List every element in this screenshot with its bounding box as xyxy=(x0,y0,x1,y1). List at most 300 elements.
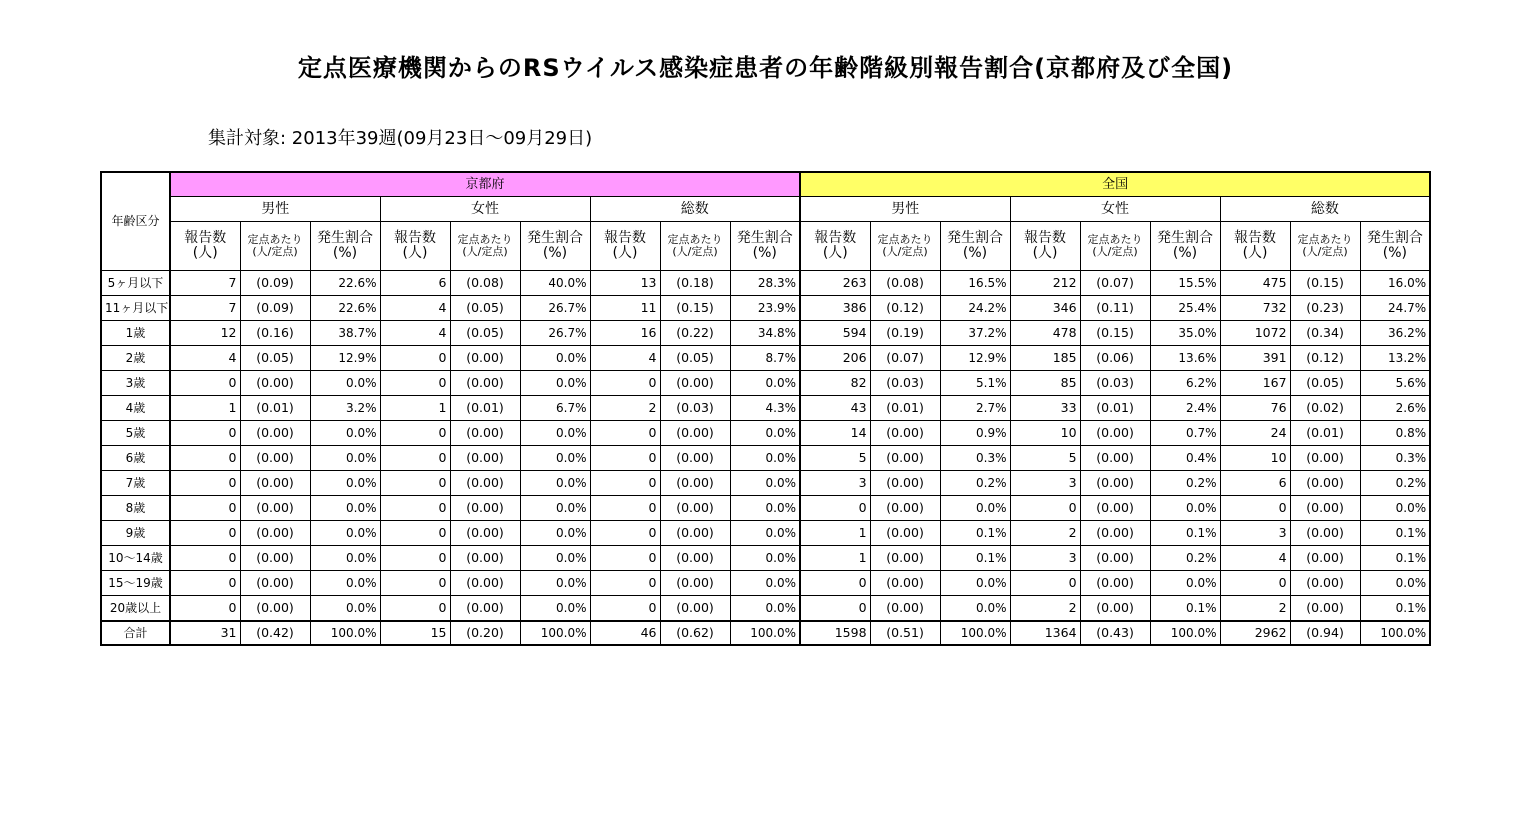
per-site-cell: (0.01) xyxy=(1290,421,1360,446)
group-header: 男性 xyxy=(800,197,1010,222)
age-cell: 20歳以上 xyxy=(101,596,170,622)
group-header: 女性 xyxy=(380,197,590,222)
header-row-columns xyxy=(101,222,1430,271)
per-site-cell: (0.00) xyxy=(660,521,730,546)
per-site-cell: (0.11) xyxy=(1080,296,1150,321)
per-site-cell: (0.05) xyxy=(450,321,520,346)
rate-cell: 16.0% xyxy=(1360,271,1430,296)
rate-column-header-line1: 発生割合 xyxy=(317,230,373,247)
report-count-cell: 10 xyxy=(1220,446,1290,471)
per-site-cell: (0.00) xyxy=(240,521,310,546)
per-site-column-header-line1: 定点あたり xyxy=(247,233,303,247)
per-site-cell: (0.08) xyxy=(450,271,520,296)
report-count-cell: 0 xyxy=(590,596,660,622)
rate-cell: 0.1% xyxy=(1360,546,1430,571)
report-count-cell: 6 xyxy=(1220,471,1290,496)
reports-column-header-line2: (人) xyxy=(402,245,428,261)
per-site-cell: (0.00) xyxy=(450,596,520,622)
report-count-cell: 0 xyxy=(590,421,660,446)
report-count-cell: 0 xyxy=(590,446,660,471)
report-count-cell: 15 xyxy=(380,621,450,645)
table-row xyxy=(101,546,1430,571)
rate-column-header xyxy=(1360,222,1430,271)
per-site-cell: (0.20) xyxy=(450,621,520,645)
per-site-cell: (0.00) xyxy=(450,371,520,396)
report-count-cell: 1 xyxy=(170,396,240,421)
rate-cell: 0.0% xyxy=(310,446,380,471)
reports-column-header-line1: 報告数 xyxy=(1234,230,1277,247)
rate-cell: 0.0% xyxy=(520,471,590,496)
per-site-cell: (0.22) xyxy=(660,321,730,346)
rate-cell: 0.0% xyxy=(1360,496,1430,521)
report-count-cell: 478 xyxy=(1010,321,1080,346)
report-count-cell: 0 xyxy=(800,571,870,596)
per-site-cell: (0.08) xyxy=(870,271,940,296)
rate-cell: 0.0% xyxy=(520,421,590,446)
per-site-column-header-line1: 定点あたり xyxy=(667,233,723,247)
report-count-cell: 1 xyxy=(800,546,870,571)
per-site-column-header xyxy=(1080,222,1150,271)
table-row xyxy=(101,596,1430,622)
age-cell: 合計 xyxy=(101,621,170,645)
rate-cell: 0.0% xyxy=(730,446,800,471)
region-header-national: 全国 xyxy=(800,172,1430,197)
per-site-cell: (0.34) xyxy=(1290,321,1360,346)
per-site-cell: (0.00) xyxy=(240,371,310,396)
report-count-cell: 0 xyxy=(800,496,870,521)
per-site-cell: (0.00) xyxy=(870,446,940,471)
rate-column-header xyxy=(730,222,800,271)
rate-cell: 0.0% xyxy=(730,571,800,596)
rate-cell: 0.0% xyxy=(730,421,800,446)
report-count-cell: 5 xyxy=(1010,446,1080,471)
rate-cell: 26.7% xyxy=(520,296,590,321)
rate-cell: 0.0% xyxy=(730,471,800,496)
report-count-cell: 1 xyxy=(380,396,450,421)
per-site-cell: (0.03) xyxy=(870,371,940,396)
per-site-cell: (0.00) xyxy=(660,371,730,396)
report-count-cell: 0 xyxy=(170,521,240,546)
age-cell: 3歳 xyxy=(101,371,170,396)
per-site-cell: (0.01) xyxy=(1080,396,1150,421)
rate-column-header-line1: 発生割合 xyxy=(527,230,583,247)
report-count-cell: 2 xyxy=(590,396,660,421)
report-count-cell: 0 xyxy=(170,471,240,496)
rate-column-header-line2: (%) xyxy=(752,245,777,261)
per-site-cell: (0.00) xyxy=(240,446,310,471)
per-site-cell: (0.06) xyxy=(1080,346,1150,371)
per-site-cell: (0.00) xyxy=(1290,446,1360,471)
rate-cell: 100.0% xyxy=(520,621,590,645)
report-count-cell: 0 xyxy=(170,596,240,622)
per-site-cell: (0.16) xyxy=(240,321,310,346)
rate-cell: 0.0% xyxy=(310,521,380,546)
per-site-column-header xyxy=(240,222,310,271)
rate-cell: 100.0% xyxy=(940,621,1010,645)
per-site-cell: (0.00) xyxy=(660,571,730,596)
report-count-cell: 263 xyxy=(800,271,870,296)
per-site-cell: (0.00) xyxy=(660,446,730,471)
report-count-cell: 475 xyxy=(1220,271,1290,296)
rate-column-header xyxy=(940,222,1010,271)
table-row xyxy=(101,471,1430,496)
report-count-cell: 3 xyxy=(800,471,870,496)
per-site-cell: (0.62) xyxy=(660,621,730,645)
rate-cell: 36.2% xyxy=(1360,321,1430,346)
rate-cell: 0.0% xyxy=(310,571,380,596)
report-count-cell: 24 xyxy=(1220,421,1290,446)
per-site-cell: (0.00) xyxy=(1290,521,1360,546)
rate-cell: 0.1% xyxy=(1360,596,1430,622)
report-count-cell: 0 xyxy=(380,546,450,571)
per-site-cell: (0.00) xyxy=(1080,521,1150,546)
age-cell: 9歳 xyxy=(101,521,170,546)
rate-cell: 38.7% xyxy=(310,321,380,346)
rate-cell: 0.0% xyxy=(310,471,380,496)
per-site-cell: (0.00) xyxy=(240,546,310,571)
rate-cell: 0.0% xyxy=(730,546,800,571)
per-site-cell: (0.01) xyxy=(240,396,310,421)
table-row xyxy=(101,496,1430,521)
reports-column-header-line2: (人) xyxy=(822,245,848,261)
rate-cell: 0.2% xyxy=(1150,471,1220,496)
per-site-cell: (0.15) xyxy=(660,296,730,321)
report-count-cell: 0 xyxy=(380,496,450,521)
rate-cell: 35.0% xyxy=(1150,321,1220,346)
table-body xyxy=(101,271,1430,646)
per-site-cell: (0.07) xyxy=(870,346,940,371)
rate-cell: 0.2% xyxy=(1360,471,1430,496)
per-site-column-header-line2: (人/定点) xyxy=(1092,245,1138,258)
per-site-cell: (0.00) xyxy=(450,496,520,521)
per-site-cell: (0.09) xyxy=(240,271,310,296)
reports-column-header xyxy=(170,222,240,271)
report-count-cell: 0 xyxy=(380,596,450,622)
per-site-cell: (0.00) xyxy=(1080,421,1150,446)
age-cell: 6歳 xyxy=(101,446,170,471)
reports-column-header-line1: 報告数 xyxy=(604,230,646,247)
per-site-cell: (0.00) xyxy=(450,571,520,596)
rate-cell: 34.8% xyxy=(730,321,800,346)
rate-column-header-line2: (%) xyxy=(1172,245,1198,261)
region-header-kyoto: 京都府 xyxy=(170,172,800,197)
report-count-cell: 0 xyxy=(380,521,450,546)
per-site-column-header-line1: 定点あたり xyxy=(457,233,513,247)
per-site-cell: (0.00) xyxy=(870,421,940,446)
report-count-cell: 386 xyxy=(800,296,870,321)
rate-column-header xyxy=(520,222,590,271)
report-count-cell: 1598 xyxy=(800,621,870,645)
reports-column-header-line1: 報告数 xyxy=(394,230,436,247)
report-count-cell: 0 xyxy=(170,421,240,446)
table-row xyxy=(101,571,1430,596)
per-site-cell: (0.01) xyxy=(870,396,940,421)
per-site-cell: (0.00) xyxy=(1290,496,1360,521)
rate-cell: 0.4% xyxy=(1150,446,1220,471)
reports-column-header-line1: 報告数 xyxy=(184,230,227,247)
reports-column-header-line2: (人) xyxy=(192,245,218,261)
table-row xyxy=(101,271,1430,296)
per-site-cell: (0.00) xyxy=(870,471,940,496)
per-site-cell: (0.05) xyxy=(1290,371,1360,396)
age-cell: 5ヶ月以下 xyxy=(101,271,170,296)
rate-cell: 0.9% xyxy=(940,421,1010,446)
rate-cell: 5.6% xyxy=(1360,371,1430,396)
per-site-cell: (0.23) xyxy=(1290,296,1360,321)
age-cell: 8歳 xyxy=(101,496,170,521)
rate-cell: 13.2% xyxy=(1360,346,1430,371)
per-site-cell: (0.00) xyxy=(240,571,310,596)
rate-cell: 0.0% xyxy=(1360,571,1430,596)
rate-cell: 100.0% xyxy=(1360,621,1430,645)
rate-column-header-line1: 発生割合 xyxy=(736,230,793,247)
rate-cell: 22.6% xyxy=(310,271,380,296)
rate-cell: 0.0% xyxy=(520,346,590,371)
rate-cell: 0.1% xyxy=(940,546,1010,571)
rate-cell: 37.2% xyxy=(940,321,1010,346)
rate-cell: 16.5% xyxy=(940,271,1010,296)
table-header xyxy=(101,172,1430,271)
group-header: 総数 xyxy=(1220,197,1430,222)
group-header: 男性 xyxy=(170,197,380,222)
report-count-cell: 31 xyxy=(170,621,240,645)
per-site-column-header-line2: (人/定点) xyxy=(252,245,298,258)
reports-column-header xyxy=(1010,222,1080,271)
report-count-cell: 1072 xyxy=(1220,321,1290,346)
report-count-cell: 594 xyxy=(800,321,870,346)
per-site-cell: (0.43) xyxy=(1080,621,1150,645)
rate-cell: 0.0% xyxy=(1150,496,1220,521)
report-count-cell: 0 xyxy=(380,446,450,471)
report-count-cell: 185 xyxy=(1010,346,1080,371)
per-site-cell: (0.00) xyxy=(870,571,940,596)
rate-cell: 28.3% xyxy=(730,271,800,296)
report-count-cell: 16 xyxy=(590,321,660,346)
per-site-cell: (0.19) xyxy=(870,321,940,346)
report-count-cell: 13 xyxy=(590,271,660,296)
rate-cell: 2.6% xyxy=(1360,396,1430,421)
reports-column-header xyxy=(1220,222,1290,271)
rate-cell: 0.3% xyxy=(940,446,1010,471)
report-count-cell: 11 xyxy=(590,296,660,321)
rate-cell: 12.9% xyxy=(310,346,380,371)
header-row-group xyxy=(101,197,1430,222)
report-count-cell: 391 xyxy=(1220,346,1290,371)
report-count-cell: 14 xyxy=(800,421,870,446)
report-count-cell: 2 xyxy=(1220,596,1290,622)
rate-column-header xyxy=(1150,222,1220,271)
report-count-cell: 85 xyxy=(1010,371,1080,396)
age-cell: 11ヶ月以下 xyxy=(101,296,170,321)
report-count-cell: 0 xyxy=(170,546,240,571)
report-count-cell: 0 xyxy=(590,471,660,496)
per-site-column-header xyxy=(660,222,730,271)
per-site-column-header xyxy=(870,222,940,271)
rate-cell: 0.0% xyxy=(520,496,590,521)
reports-column-header-line2: (人) xyxy=(612,245,638,261)
per-site-cell: (0.12) xyxy=(1290,346,1360,371)
per-site-cell: (0.18) xyxy=(660,271,730,296)
age-distribution-table xyxy=(100,171,1431,646)
report-count-cell: 0 xyxy=(590,521,660,546)
report-count-cell: 2 xyxy=(1010,596,1080,622)
group-header: 女性 xyxy=(1010,197,1220,222)
rate-cell: 15.5% xyxy=(1150,271,1220,296)
rate-cell: 0.0% xyxy=(730,521,800,546)
age-cell: 7歳 xyxy=(101,471,170,496)
report-count-cell: 0 xyxy=(1220,496,1290,521)
per-site-cell: (0.05) xyxy=(660,346,730,371)
rate-cell: 6.2% xyxy=(1150,371,1220,396)
total-row xyxy=(101,621,1430,645)
per-site-cell: (0.00) xyxy=(660,546,730,571)
rate-cell: 0.1% xyxy=(1360,521,1430,546)
rate-column-header-line2: (%) xyxy=(332,245,358,261)
reports-column-header-line1: 報告数 xyxy=(814,230,857,247)
report-count-cell: 7 xyxy=(170,296,240,321)
per-site-cell: (0.00) xyxy=(1080,596,1150,622)
rate-cell: 0.3% xyxy=(1360,446,1430,471)
rate-cell: 24.7% xyxy=(1360,296,1430,321)
rate-cell: 6.7% xyxy=(520,396,590,421)
rate-cell: 0.0% xyxy=(520,546,590,571)
report-count-cell: 5 xyxy=(800,446,870,471)
rate-cell: 0.1% xyxy=(940,521,1010,546)
report-count-cell: 0 xyxy=(590,546,660,571)
per-site-cell: (0.00) xyxy=(450,521,520,546)
report-count-cell: 4 xyxy=(170,346,240,371)
per-site-column-header xyxy=(450,222,520,271)
rate-cell: 26.7% xyxy=(520,321,590,346)
per-site-column-header-line2: (人/定点) xyxy=(672,245,718,258)
report-count-cell: 0 xyxy=(1010,496,1080,521)
rate-column-header-line2: (%) xyxy=(1382,245,1407,261)
rate-cell: 40.0% xyxy=(520,271,590,296)
per-site-cell: (0.00) xyxy=(450,346,520,371)
rate-cell: 25.4% xyxy=(1150,296,1220,321)
report-count-cell: 33 xyxy=(1010,396,1080,421)
rate-column-header-line2: (%) xyxy=(962,245,988,261)
report-count-cell: 0 xyxy=(1010,571,1080,596)
rate-cell: 0.2% xyxy=(940,471,1010,496)
table-row xyxy=(101,521,1430,546)
per-site-cell: (0.00) xyxy=(870,496,940,521)
rate-cell: 0.0% xyxy=(310,371,380,396)
rate-cell: 100.0% xyxy=(730,621,800,645)
rate-cell: 100.0% xyxy=(1150,621,1220,645)
report-count-cell: 346 xyxy=(1010,296,1080,321)
rate-cell: 23.9% xyxy=(730,296,800,321)
age-cell: 10～14歳 xyxy=(101,546,170,571)
report-count-cell: 3 xyxy=(1220,521,1290,546)
report-count-cell: 206 xyxy=(800,346,870,371)
report-count-cell: 0 xyxy=(590,571,660,596)
rate-cell: 0.0% xyxy=(520,596,590,622)
report-count-cell: 10 xyxy=(1010,421,1080,446)
rate-cell: 2.4% xyxy=(1150,396,1220,421)
per-site-cell: (0.05) xyxy=(240,346,310,371)
report-count-cell: 4 xyxy=(590,346,660,371)
per-site-cell: (0.00) xyxy=(870,521,940,546)
report-count-cell: 2 xyxy=(1010,521,1080,546)
rate-cell: 24.2% xyxy=(940,296,1010,321)
per-site-cell: (0.09) xyxy=(240,296,310,321)
report-count-cell: 0 xyxy=(380,571,450,596)
report-count-cell: 6 xyxy=(380,271,450,296)
reports-column-header-line1: 報告数 xyxy=(1024,230,1067,247)
rate-cell: 22.6% xyxy=(310,296,380,321)
per-site-cell: (0.15) xyxy=(1080,321,1150,346)
per-site-cell: (0.94) xyxy=(1290,621,1360,645)
per-site-cell: (0.00) xyxy=(1290,546,1360,571)
report-count-cell: 0 xyxy=(590,371,660,396)
per-site-cell: (0.15) xyxy=(1290,271,1360,296)
age-column-header: 年齢区分 xyxy=(101,172,170,271)
rate-cell: 0.0% xyxy=(730,496,800,521)
reports-column-header-line2: (人) xyxy=(1032,245,1058,261)
per-site-column-header-line1: 定点あたり xyxy=(1297,233,1353,247)
rate-cell: 0.0% xyxy=(940,596,1010,622)
report-count-cell: 76 xyxy=(1220,396,1290,421)
rate-cell: 0.0% xyxy=(310,596,380,622)
table-row xyxy=(101,371,1430,396)
rate-cell: 0.0% xyxy=(520,446,590,471)
report-count-cell: 82 xyxy=(800,371,870,396)
report-count-cell: 12 xyxy=(170,321,240,346)
period-label: 集計対象: 2013年39週(09月23日～09月29日) xyxy=(208,128,593,149)
per-site-cell: (0.00) xyxy=(450,446,520,471)
per-site-column-header-line2: (人/定点) xyxy=(882,245,928,258)
header-row-region xyxy=(101,172,1430,197)
report-count-cell: 1 xyxy=(800,521,870,546)
per-site-cell: (0.00) xyxy=(1290,471,1360,496)
report-count-cell: 4 xyxy=(1220,546,1290,571)
per-site-column-header-line2: (人/定点) xyxy=(462,245,508,258)
report-count-cell: 0 xyxy=(1220,571,1290,596)
per-site-cell: (0.00) xyxy=(1080,471,1150,496)
reports-column-header xyxy=(800,222,870,271)
rate-cell: 0.0% xyxy=(940,496,1010,521)
per-site-cell: (0.00) xyxy=(450,471,520,496)
per-site-cell: (0.00) xyxy=(450,546,520,571)
per-site-cell: (0.12) xyxy=(870,296,940,321)
per-site-cell: (0.00) xyxy=(660,496,730,521)
report-count-cell: 0 xyxy=(170,371,240,396)
report-count-cell: 212 xyxy=(1010,271,1080,296)
per-site-column-header xyxy=(1290,222,1360,271)
report-count-cell: 3 xyxy=(1010,546,1080,571)
per-site-cell: (0.00) xyxy=(1080,496,1150,521)
rate-column-header xyxy=(310,222,380,271)
rate-cell: 0.0% xyxy=(310,496,380,521)
rate-cell: 0.2% xyxy=(1150,546,1220,571)
per-site-cell: (0.01) xyxy=(450,396,520,421)
per-site-cell: (0.00) xyxy=(1290,571,1360,596)
report-count-cell: 0 xyxy=(380,346,450,371)
rate-cell: 0.0% xyxy=(730,596,800,622)
report-count-cell: 0 xyxy=(170,571,240,596)
page-title: 定点医療機関からのRSウイルス感染症患者の年齢階級別報告割合(京都府及び全国) xyxy=(297,54,1234,82)
report-count-cell: 1364 xyxy=(1010,621,1080,645)
rate-cell: 0.0% xyxy=(1150,571,1220,596)
reports-column-header-line2: (人) xyxy=(1242,245,1268,261)
report-count-cell: 732 xyxy=(1220,296,1290,321)
rate-cell: 5.1% xyxy=(940,371,1010,396)
per-site-cell: (0.00) xyxy=(660,471,730,496)
reports-column-header xyxy=(590,222,660,271)
table-row xyxy=(101,296,1430,321)
per-site-cell: (0.03) xyxy=(1080,371,1150,396)
